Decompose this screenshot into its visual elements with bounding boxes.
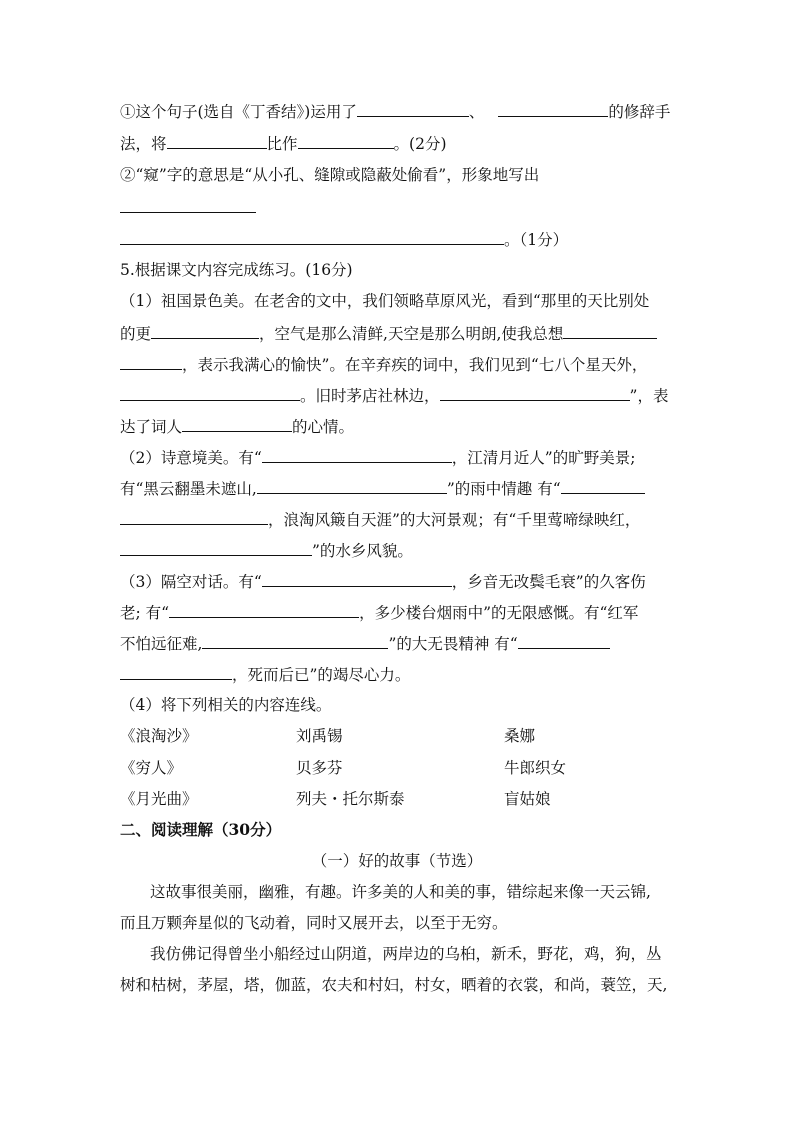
match-col1-item[interactable]: 《月光曲》 bbox=[120, 790, 198, 808]
answer-blank[interactable] bbox=[120, 228, 504, 245]
q5-p1-line-1: （1）祖国景色美。在老舍的文中，我们领略草原风光，看到“那里的天比别处 bbox=[120, 292, 650, 310]
match-col2-item[interactable]: 贝多芬 bbox=[296, 759, 343, 777]
q4-line2-text-b: 比作 bbox=[266, 135, 298, 153]
q5-p3-line-3 bbox=[120, 632, 610, 655]
answer-blank[interactable] bbox=[440, 384, 630, 401]
q4-line2-text-a: 法，将 bbox=[120, 135, 167, 153]
q5-p1-text: 达了词人 bbox=[120, 418, 183, 436]
q4-line1-text-b: 、 bbox=[468, 103, 485, 121]
answer-blank[interactable] bbox=[151, 322, 259, 339]
match-col3-item[interactable]: 桑娜 bbox=[504, 727, 536, 745]
q5-p1-line-2 bbox=[120, 322, 657, 345]
answer-blank[interactable] bbox=[257, 477, 447, 494]
answer-blank[interactable] bbox=[357, 100, 469, 117]
q5-p2-text: ，浪淘风簸自天涯”的大河景观；有“千里莺啼绿映红， bbox=[268, 511, 641, 529]
q5-p1-line-3 bbox=[120, 353, 647, 376]
q5-title: 5.根据课文内容完成练习。(16分) bbox=[120, 261, 353, 279]
match-col2-item[interactable]: 列夫・托尔斯泰 bbox=[296, 790, 405, 808]
q5-p2-text: ”的水乡风貌。 bbox=[312, 542, 413, 560]
q4-line1-text-c: 的修辞手 bbox=[608, 103, 671, 121]
q4-line-5 bbox=[120, 228, 568, 251]
q5-p3-line-4 bbox=[120, 663, 410, 686]
q5-p3-line-2 bbox=[120, 601, 638, 624]
q5-p3-text: （3）隔空对话。有“ bbox=[120, 573, 262, 591]
answer-blank[interactable] bbox=[120, 663, 232, 680]
q5-p1-text: ，空气是那么清鲜,天空是那么明朗,使我总想 bbox=[259, 325, 564, 343]
answer-blank[interactable] bbox=[169, 601, 359, 618]
answer-blank[interactable] bbox=[182, 415, 292, 432]
answer-blank[interactable] bbox=[120, 508, 268, 525]
q5-p3-text: ，多少楼台烟雨中”的无限感慨。有“红军 bbox=[359, 604, 639, 622]
match-col2-item[interactable]: 刘禹锡 bbox=[296, 727, 343, 745]
match-col3-item[interactable]: 牛郎织女 bbox=[504, 759, 567, 777]
q5-p2-line-4 bbox=[120, 539, 413, 562]
q5-p2-line-2 bbox=[120, 477, 645, 500]
q4-line5-end: 。（1分） bbox=[504, 231, 569, 249]
q5-p1-text: 的心情。 bbox=[292, 418, 355, 436]
passage-paragraph-2-line-2: 树和枯树，茅屋，塔，伽蓝，农夫和村妇，村女，晒着的衣裳，和尚，蓑笠，天, bbox=[120, 976, 668, 994]
answer-blank[interactable] bbox=[120, 384, 300, 401]
answer-blank[interactable] bbox=[202, 632, 388, 649]
q4-line-1 bbox=[120, 100, 670, 123]
q5-p3-text: 老; 有“ bbox=[120, 604, 170, 622]
q5-p3-text: 不怕远征难, bbox=[120, 635, 203, 653]
q5-p3-text: ，乡音无改鬓毛衰”的久客伤 bbox=[451, 573, 646, 591]
q4-line1-text-a: ①这个句子(选自《丁香结》)运用了 bbox=[120, 103, 357, 121]
answer-blank[interactable] bbox=[298, 132, 394, 149]
answer-blank[interactable] bbox=[561, 477, 645, 494]
q5-p2-line-1 bbox=[120, 446, 635, 469]
answer-blank[interactable] bbox=[262, 446, 452, 463]
q5-p1-text: 的更 bbox=[120, 325, 152, 343]
answer-blank[interactable] bbox=[120, 353, 182, 370]
answer-blank[interactable] bbox=[518, 632, 610, 649]
q5-p3-text: ”的大无畏精神 有“ bbox=[388, 635, 518, 653]
q5-p1-text: 。旧时茅店社林边， bbox=[300, 387, 440, 405]
q5-p1-text: ，表示我满心的愉快”。在辛弃疾的词中，我们见到“七八个星天外， bbox=[182, 356, 648, 374]
q4-line2-text-c: 。(2分) bbox=[393, 135, 447, 153]
q5-p1-line-5 bbox=[120, 415, 354, 438]
answer-blank[interactable] bbox=[498, 100, 608, 117]
q4-line-4 bbox=[120, 196, 256, 219]
q5-p2-text: （2）诗意境美。有“ bbox=[120, 449, 262, 467]
q5-p2-text: 有“黑云翻墨未遮山, bbox=[120, 480, 257, 498]
q5-p1-text: ”，表 bbox=[629, 387, 669, 405]
answer-blank[interactable] bbox=[262, 570, 452, 587]
answer-blank[interactable] bbox=[120, 196, 256, 213]
q5-p3-text: ，死而后已”的竭尽心力。 bbox=[232, 666, 411, 684]
q5-p2-line-3 bbox=[120, 508, 640, 531]
q5-p2-text: ”的雨中情趣 有“ bbox=[446, 480, 561, 498]
q5-p3-line-1 bbox=[120, 570, 646, 593]
passage-paragraph-2-line-1: 我仿佛记得曾坐小船经过山阴道，两岸边的乌桕，新禾，野花，鸡，狗，丛 bbox=[150, 945, 662, 963]
q5-p4-title: （4）将下列相关的内容连线。 bbox=[120, 696, 332, 714]
q5-p2-text: ，江清月近人”的旷野美景; bbox=[451, 449, 636, 467]
section2-title: 二、阅读理解（30分） bbox=[120, 820, 282, 839]
match-col1-item[interactable]: 《穷人》 bbox=[120, 759, 183, 777]
q4-line-3: ②“窥”字的意思是“从小孔、缝隙或隐蔽处偷看”，形象地写出 bbox=[120, 166, 540, 184]
answer-blank[interactable] bbox=[563, 322, 657, 339]
passage-title: （一）好的故事（节选） bbox=[311, 852, 483, 870]
passage-paragraph-1-line-1: 这故事很美丽，幽雅，有趣。许多美的人和美的事，错综起来像一天云锦, bbox=[150, 883, 651, 901]
passage-paragraph-1-line-2: 而且万颗奔星似的飞动着，同时又展开去，以至于无穷。 bbox=[120, 914, 508, 932]
answer-blank[interactable] bbox=[120, 539, 312, 556]
match-col3-item[interactable]: 盲姑娘 bbox=[504, 790, 551, 808]
q5-p1-line-4 bbox=[120, 384, 668, 407]
answer-blank[interactable] bbox=[167, 132, 267, 149]
q4-line-2 bbox=[120, 132, 447, 155]
match-col1-item[interactable]: 《浪淘沙》 bbox=[120, 727, 198, 745]
